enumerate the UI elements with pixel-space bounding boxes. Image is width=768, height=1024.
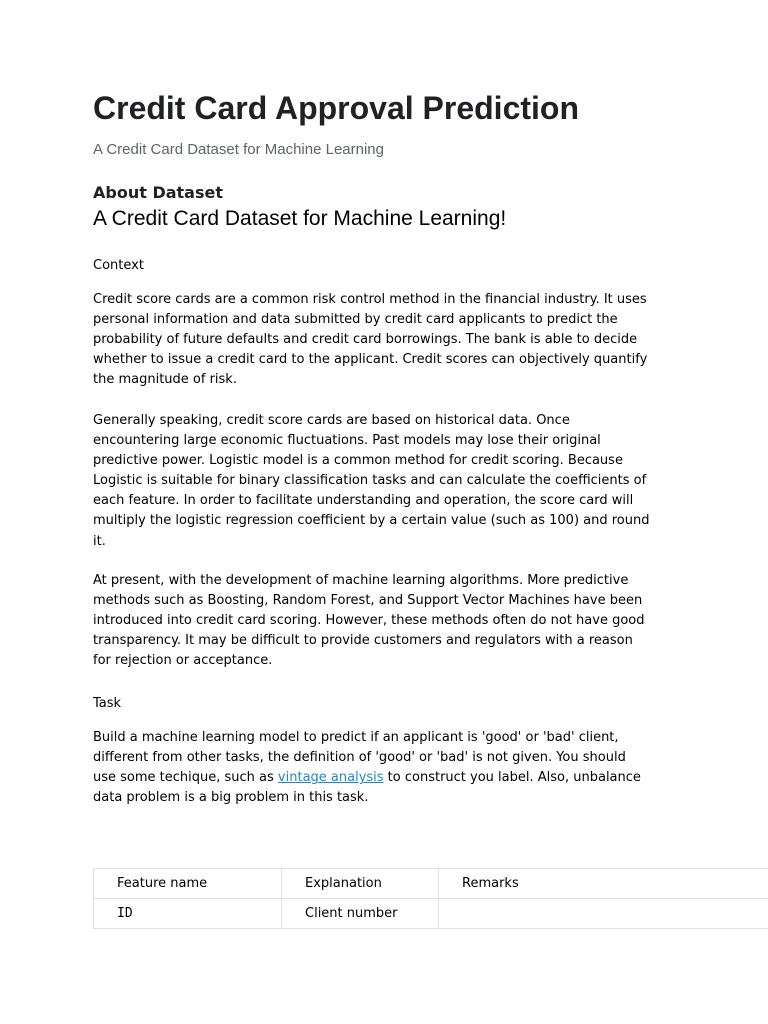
- text-line: introduced into credit card scoring. However, these methods often do not have good: [93, 613, 645, 629]
- text-line: Build a machine learning model to predict if an applicant is 'good' or 'bad' client,: [93, 730, 619, 745]
- table-cell: [439, 899, 768, 929]
- feature-table: [93, 868, 768, 929]
- text-line: At present, with the development of machine learning algorithms. More predictive: [93, 573, 629, 588]
- task-label: Task: [93, 696, 122, 711]
- text-line: Generally speaking, credit score cards are based on historical data. Once: [93, 413, 570, 428]
- table-cell: Client number: [282, 899, 439, 929]
- table-header-cell: Feature name: [94, 869, 282, 899]
- context-paragraph-1: [93, 290, 678, 390]
- text-line: each feature. In order to facilitate understanding and operation, the score card will: [93, 493, 634, 509]
- table-row: [94, 899, 768, 929]
- text-line: transparency. It may be difficult to provide customers and regulators with a reason: [93, 633, 633, 649]
- context-paragraph-2: [93, 411, 678, 552]
- table-cell: [94, 899, 282, 929]
- vintage-analysis-link[interactable]: vintage analysis: [277, 770, 384, 786]
- text-line: it.: [93, 533, 106, 549]
- text-line: whether to issue a credit card to the applicant. Credit scores can objectively quantify: [93, 352, 648, 368]
- text-line: probability of future defaults and credit card borrowings. The bank is able to decide: [93, 332, 638, 348]
- text-line: data problem is a big problem in this task.: [93, 790, 369, 806]
- text-line: encountering large economic fluctuations. Past models may lose their original: [93, 433, 601, 449]
- page-title: Credit Card Approval Prediction: [93, 90, 579, 126]
- text-segment: use some techique, such as: [93, 770, 278, 786]
- text-line: different from other tasks, the definition of 'good' or 'bad' is not given. You should: [93, 750, 626, 766]
- text-line: for rejection or acceptance.: [93, 653, 273, 669]
- text-line: Logistic is suitable for binary classification tasks and can calculate the coefficients of: [93, 473, 647, 489]
- dataset-heading: A Credit Card Dataset for Machine Learning!: [93, 207, 507, 230]
- table-header-cell: Remarks: [439, 869, 768, 899]
- about-dataset-heading: About Dataset: [93, 183, 223, 202]
- page-subtitle: A Credit Card Dataset for Machine Learning: [93, 141, 384, 158]
- text-line: predictive power. Logistic model is a common method for credit scoring. Because: [93, 453, 623, 469]
- table-header-row: [94, 869, 768, 899]
- task-paragraph: [93, 728, 678, 808]
- text-line: personal information and data submitted by credit card applicants to predict the: [93, 312, 618, 328]
- context-label: Context: [93, 258, 144, 273]
- text-line: the magnitude of risk.: [93, 372, 237, 388]
- table-header-cell: Explanation: [282, 869, 439, 899]
- text-line: methods such as Boosting, Random Forest, and Support Vector Machines have been: [93, 593, 643, 609]
- context-paragraph-3: [93, 571, 678, 671]
- feature-name-code: ID: [117, 906, 133, 921]
- text-segment: to construct you label. Also, unbalance: [383, 770, 641, 786]
- text-line: [93, 768, 678, 788]
- text-line: Credit score cards are a common risk control method in the financial industry. It uses: [93, 292, 647, 307]
- text-line: multiply the logistic regression coefficient by a certain value (such as 100) and round: [93, 513, 650, 529]
